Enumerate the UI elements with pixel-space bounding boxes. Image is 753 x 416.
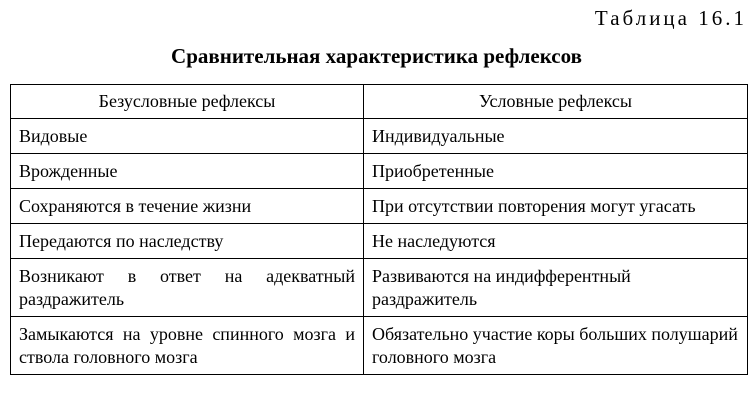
table-cell: Не наследуются xyxy=(364,224,748,259)
table-row xyxy=(11,189,748,224)
table-cell: Видовые xyxy=(11,119,364,154)
header-unconditioned: Безусловные рефлексы xyxy=(11,85,364,119)
table-cell: Врожденные xyxy=(11,154,364,189)
table-row xyxy=(11,259,748,317)
header-conditioned: Условные рефлексы xyxy=(364,85,748,119)
table-cell: Передаются по наследству xyxy=(11,224,364,259)
table-title: Сравнительная характеристика рефлексов xyxy=(171,44,582,68)
table-row xyxy=(11,224,748,259)
table-cell: Замыкаются на уровне спинного мозга и ствола головного мозга xyxy=(11,317,364,375)
table-cell: При отсутствии повторения могут угасать xyxy=(364,189,748,224)
table-row xyxy=(11,154,748,189)
table-row xyxy=(11,119,748,154)
table-cell: Сохраняются в течение жизни xyxy=(11,189,364,224)
table-cell: Приобретенные xyxy=(364,154,748,189)
header-row xyxy=(11,85,748,119)
table-cell: Возникают в ответ на адекватный раздражитель xyxy=(11,259,364,317)
table-cell: Развиваются на индифферентный раздражитель xyxy=(364,259,748,317)
table-row xyxy=(11,317,748,375)
table-cell: Обязательно участие коры больших полушарий головного мозга xyxy=(364,317,748,375)
table-cell: Индивидуальные xyxy=(364,119,748,154)
reflex-comparison-table xyxy=(10,84,748,375)
table-number: Таблица 16.1 xyxy=(594,6,747,30)
